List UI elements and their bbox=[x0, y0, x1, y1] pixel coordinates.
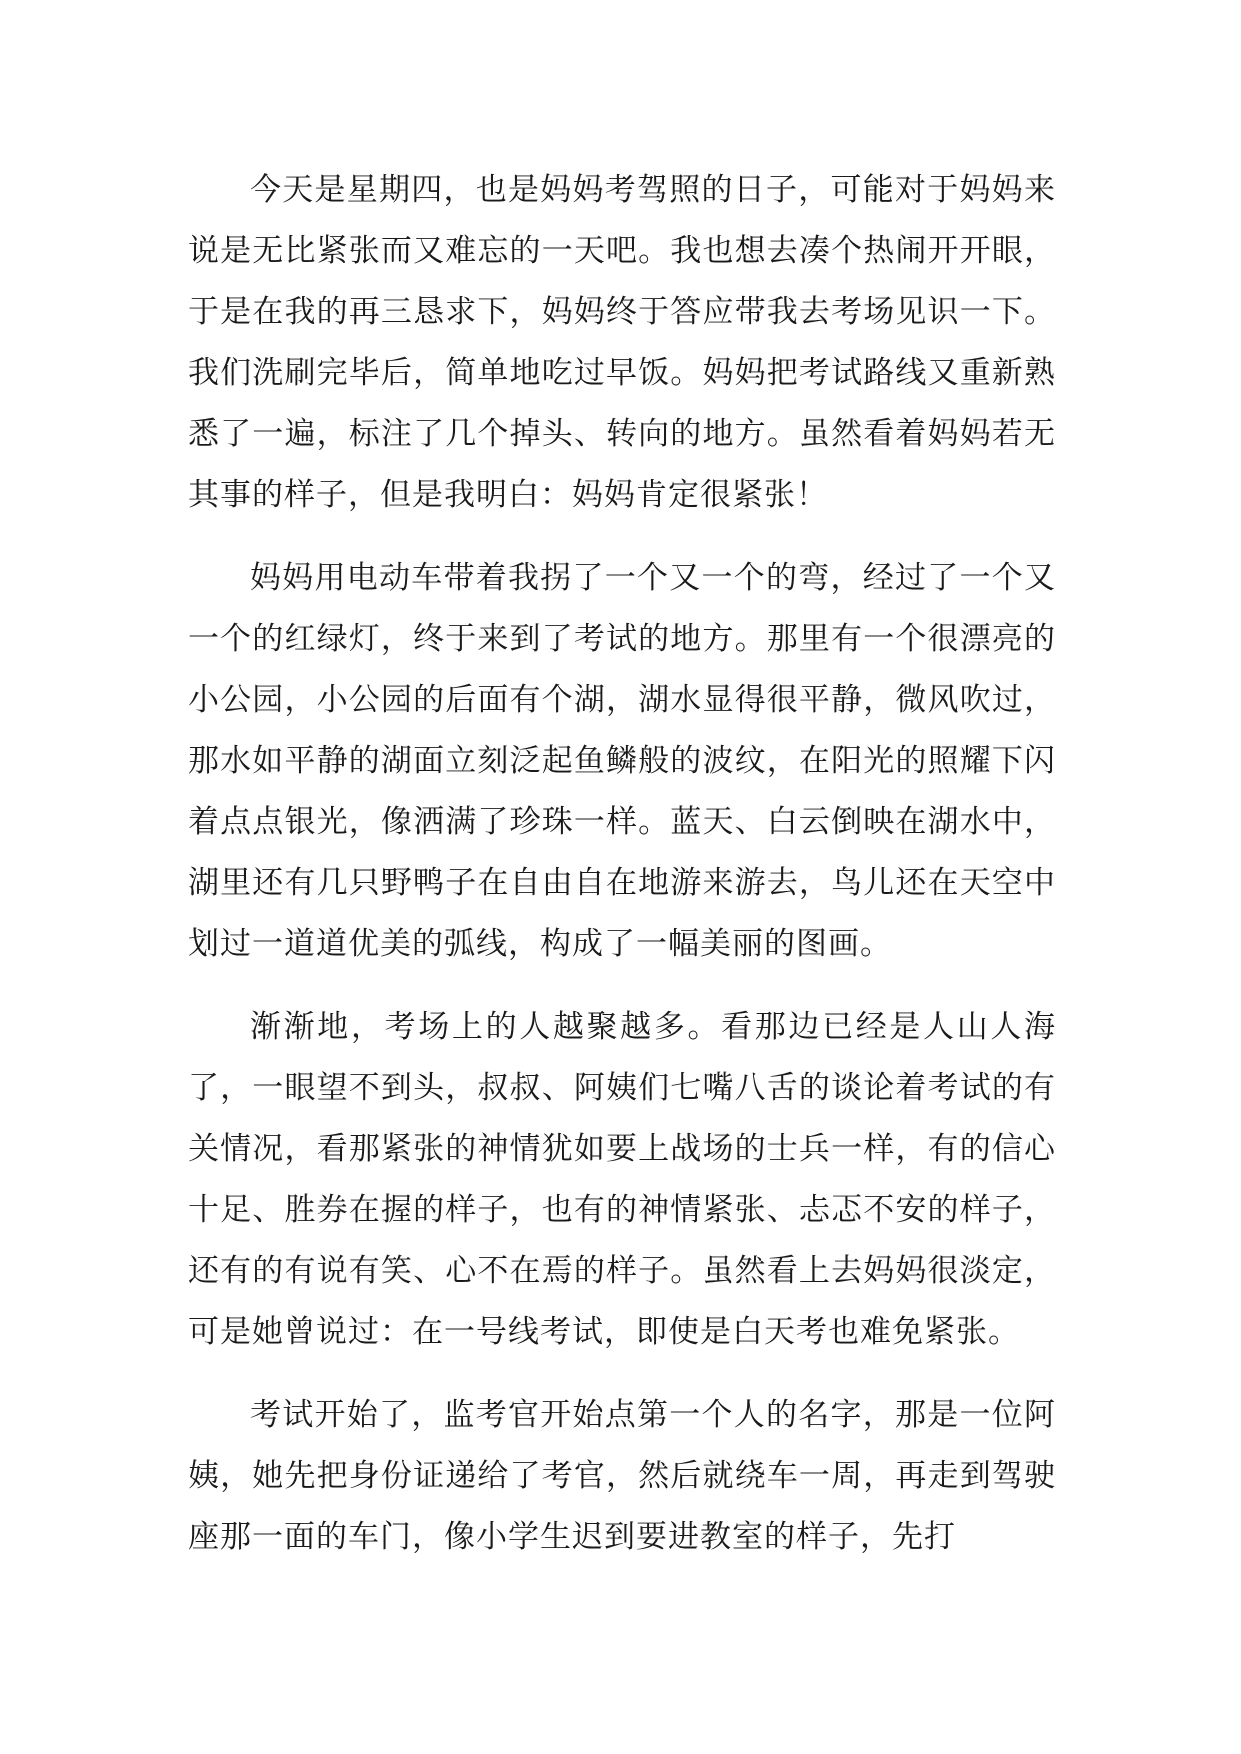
paragraph-4: 考试开始了，监考官开始点第一个人的名字，那是一位阿姨，她先把身份证递给了考官，然后就绕车一周，再走到驾驶座那一面的车门，像小学生迟到要进教室的样子，先打 bbox=[188, 1397, 1056, 1555]
paragraph-3: 渐渐地，考场上的人越聚越多。看那边已经是人山人海了，一眼望不到头，叔叔、阿姨们七嘴八舌的谈论着考试的有关情况，看那紧张的神情犹如要上战场的士兵一样，有的信心十足、胜券在握的样子，也有的神情紧张、忐忑不安的样子，还有的有说有笑、心不在焉的样子。虽然看上去妈妈很淡定，可是她曾说过：在一号线考试，即使是白天考也难免紧张。 bbox=[188, 1009, 1056, 1350]
paragraph-1: 今天是星期四，也是妈妈考驾照的日子，可能对于妈妈来说是无比紧张而又难忘的一天吧。我也想去凑个热闹开开眼，于是在我的再三恳求下，妈妈终于答应带我去考场见识一下。我们洗刷完毕后，简单地吃过早饭。妈妈把考试路线又重新熟悉了一遍，标注了几个掉头、转向的地方。虽然看着妈妈若无其事的样子，但是我明白：妈妈肯定很紧张！ bbox=[188, 172, 1056, 513]
document-page bbox=[188, 160, 1056, 1720]
paragraph-2: 妈妈用电动车带着我拐了一个又一个的弯，经过了一个又一个的红绿灯，终于来到了考试的地方。那里有一个很漂亮的小公园，小公园的后面有个湖，湖水显得很平静，微风吹过，那水如平静的湖面立刻泛起鱼鳞般的波纹，在阳光的照耀下闪着点点银光，像洒满了珍珠一样。蓝天、白云倒映在湖水中，湖里还有几只野鸭子在自由自在地游来游去，鸟儿还在天空中划过一道道优美的弧线，构成了一幅美丽的图画。 bbox=[188, 560, 1056, 962]
